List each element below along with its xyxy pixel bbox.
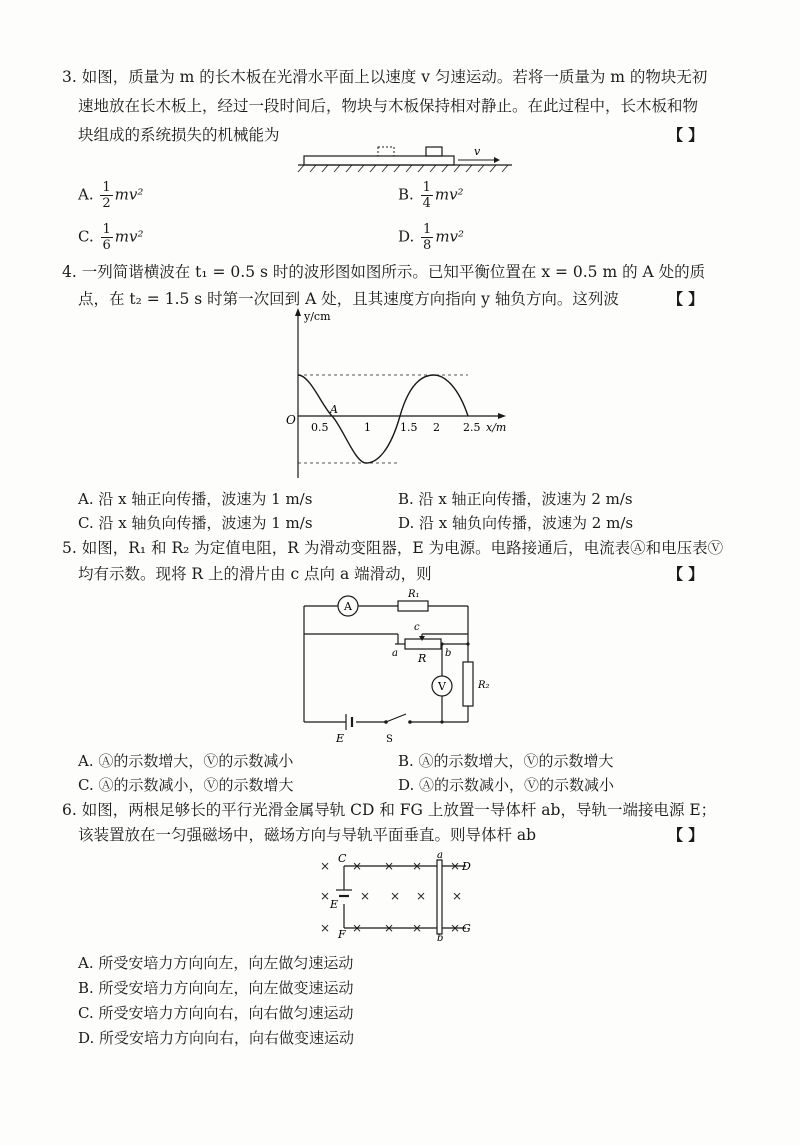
svg-text:×: ×	[360, 889, 371, 903]
label-g: G	[462, 922, 471, 935]
svg-text:×: ×	[320, 859, 331, 873]
tick-0-5: 0.5	[311, 421, 329, 434]
q6-option-d[interactable]: D. 所受安培力方向向右，向右做变速运动	[78, 1029, 355, 1047]
q4-line-2: 点，在 t₂ = 1.5 s 时第一次回到 A 处，且其速度方向指向 y 轴负方向。这列波	[78, 290, 619, 308]
svg-text:×: ×	[450, 921, 461, 935]
q3-answer-bracket: 【 】	[668, 126, 704, 144]
q5-line-2: 均有示数。现将 R 上的滑片由 c 点向 a 端滑动，则	[78, 565, 432, 583]
r2-label: R₂	[478, 680, 490, 691]
y-axis-arrow	[295, 308, 301, 316]
q4-option-b[interactable]: B. 沿 x 轴正向传播，波速为 2 m/s	[398, 490, 633, 508]
svg-text:×: ×	[390, 889, 401, 903]
point-a-label: a	[392, 648, 398, 659]
svg-text:×: ×	[384, 921, 395, 935]
q3-option-c[interactable]: C. $\frac{1}{6}$ mv²	[78, 222, 144, 253]
x-axis-label: x/m	[486, 421, 507, 434]
q4-option-c[interactable]: C. 沿 x 轴负向传播，波速为 1 m/s	[78, 514, 313, 532]
tick-2-5: 2.5	[463, 421, 481, 434]
resistor-r1	[398, 601, 428, 611]
svg-text:×: ×	[352, 859, 363, 873]
q3-line-3: 块组成的系统损失的机械能为	[78, 126, 280, 144]
svg-text:×: ×	[384, 859, 395, 873]
fraction: $\frac{1}{2}$	[102, 180, 111, 211]
point-b-label: b	[445, 648, 452, 659]
fraction: $\frac{1}{8}$	[423, 222, 432, 253]
long-board	[304, 156, 454, 165]
point-a-label: A	[330, 403, 338, 416]
rheostat-r	[405, 639, 441, 649]
svg-text:×: ×	[320, 889, 331, 903]
svg-text:×: ×	[412, 921, 423, 935]
tick-2: 2	[433, 421, 440, 434]
q5-option-b[interactable]: B. Ⓐ的示数增大，Ⓥ的示数增大	[398, 752, 614, 770]
conductor-rod-ab	[437, 860, 442, 934]
label-f: F	[338, 928, 346, 941]
q3-option-b[interactable]: B. $\frac{1}{4}$ mv²	[398, 180, 464, 211]
label-d: D	[462, 860, 471, 873]
q4-option-a[interactable]: A. 沿 x 轴正向传播，波速为 1 m/s	[78, 490, 313, 508]
option-letter: B.	[398, 185, 414, 204]
q5-option-a[interactable]: A. Ⓐ的示数增大，Ⓥ的示数减小	[78, 752, 294, 770]
label-c: C	[338, 852, 347, 865]
fraction: $\frac{1}{6}$	[102, 222, 111, 253]
x-axis-arrow	[498, 413, 506, 419]
q5-circuit	[290, 584, 490, 744]
q5-line-1: 5. 如图，R₁ 和 R₂ 为定值电阻，R 为滑动变阻器，E 为电源。电路接通后，电流表Ⓐ和电压表Ⓥ	[62, 539, 724, 557]
q3-option-d[interactable]: D. $\frac{1}{8}$ mv²	[398, 222, 465, 253]
q6-option-c[interactable]: C. 所受安培力方向向右，向右做匀速运动	[78, 1004, 354, 1022]
svg-text:×: ×	[450, 859, 461, 873]
q3-line-2: 速地放在长木板上，经过一段时间后，物块与木板保持相对静止。在此过程中，长木板和物	[78, 97, 699, 115]
switch-s	[386, 714, 406, 722]
option-letter: A.	[78, 185, 94, 204]
label-e: E	[330, 898, 339, 911]
velocity-label: v	[474, 145, 481, 158]
switch-s-label: S	[386, 734, 393, 744]
q6-line-1: 6. 如图，两根足够长的平行光滑金属导轨 CD 和 FG 上放置一导体杆 ab，导轨一端接电源 E；	[62, 801, 717, 819]
q5-answer-bracket: 【 】	[668, 565, 704, 583]
rheostat-label: R	[418, 652, 427, 665]
svg-text:×: ×	[452, 889, 463, 903]
voltmeter-label: V	[438, 680, 446, 693]
ammeter-label: A	[344, 600, 352, 613]
svg-text:×: ×	[412, 859, 423, 873]
block-initial-dashed	[378, 147, 394, 156]
y-axis-label: y/cm	[304, 310, 331, 323]
q4-wave-graph	[280, 306, 520, 486]
q6-answer-bracket: 【 】	[668, 826, 704, 844]
option-letter: D.	[398, 227, 415, 246]
wave-curve	[298, 375, 468, 463]
q6-option-a[interactable]: A. 所受安培力方向向左，向左做匀速运动	[78, 954, 354, 972]
resistor-r2	[463, 662, 473, 706]
option-letter: C.	[78, 227, 94, 246]
source-e-label: E	[336, 732, 345, 744]
q5-option-c[interactable]: C. Ⓐ的示数减小，Ⓥ的示数增大	[78, 776, 294, 794]
origin-label: O	[286, 413, 296, 427]
q5-option-d[interactable]: D. Ⓐ的示数减小，Ⓥ的示数减小	[398, 776, 615, 794]
q3-line-1: 3. 如图，质量为 m 的长木板在光滑水平面上以速度 v 匀速运动。若将一质量为 m 的物块无初	[62, 68, 708, 86]
velocity-arrow	[494, 157, 500, 163]
q4-line-1: 4. 一列简谐横波在 t₁ = 0.5 s 时的波形图如图所示。已知平衡位置在 x = 0.5 m 的 A 处的质	[62, 263, 706, 281]
q6-line-2: 该装置放在一匀强磁场中，磁场方向与导轨平面垂直。则导体杆 ab	[78, 826, 537, 844]
tick-1-5: 1.5	[400, 421, 418, 434]
q6-option-b[interactable]: B. 所受安培力方向向左，向左做变速运动	[78, 979, 354, 997]
q3-option-a[interactable]: A. $\frac{1}{2}$ mv²	[78, 180, 144, 211]
block	[426, 147, 442, 156]
label-b: b	[437, 933, 444, 942]
label-a: a	[437, 850, 443, 861]
svg-text:×: ×	[352, 921, 363, 935]
svg-text:×: ×	[416, 889, 427, 903]
fraction: $\frac{1}{4}$	[422, 180, 431, 211]
svg-text:×: ×	[320, 921, 331, 935]
q4-option-d[interactable]: D. 沿 x 轴负向传播，波速为 2 m/s	[398, 514, 634, 532]
q6-rails-figure	[316, 850, 486, 942]
q3-board-figure	[290, 140, 520, 174]
q4-answer-bracket: 【 】	[668, 290, 704, 308]
point-c-label: c	[414, 622, 420, 633]
tick-1: 1	[364, 421, 371, 434]
r1-label: R₁	[408, 589, 420, 600]
